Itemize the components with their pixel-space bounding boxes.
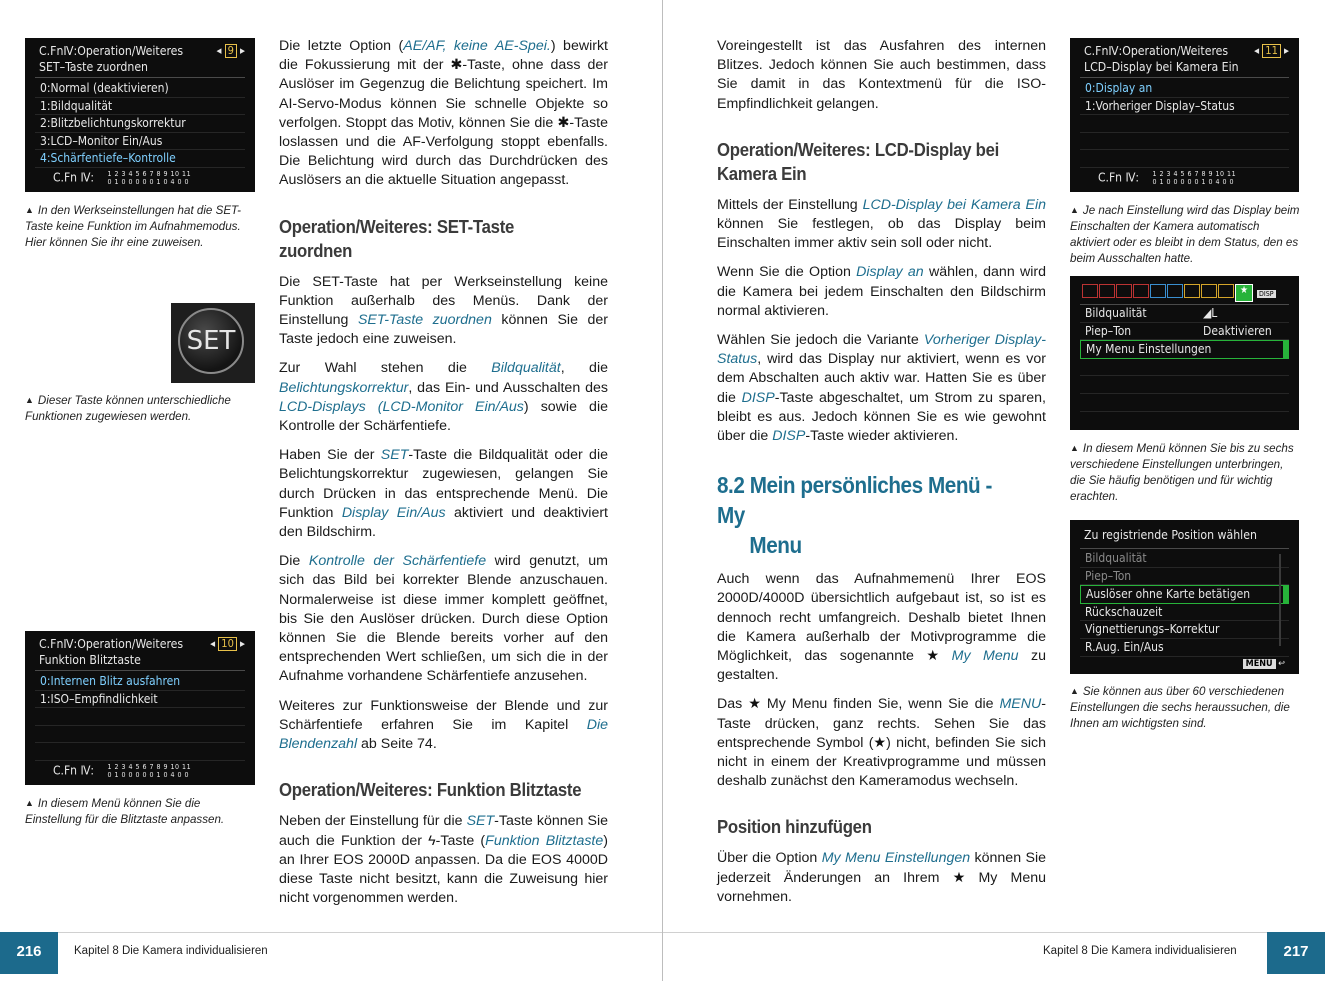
- star-icon: ★: [952, 869, 966, 886]
- asterisk-af-icon: ✱: [450, 57, 463, 74]
- cfn-screen-set-taste: [25, 38, 255, 192]
- divider: [35, 77, 245, 78]
- menu-row: [1080, 359, 1289, 377]
- chapter-footer: Kapitel 8 Die Kamera individualisieren: [74, 945, 268, 957]
- list-item: 2:Blitzbelichtungskorrektur: [35, 115, 245, 133]
- option-list: [1080, 80, 1289, 168]
- paragraph: Das ★ My Menu finden Sie, wenn Sie die MENU-Taste drücken, ganz rechts. Sehen Sie das entsprechende Symbol (★) nicht, befinden Sie sich nicht in einem der Kreativprogramme und müssen deshalb zunächst den Kameramodus wechseln.: [717, 696, 1046, 790]
- flash-icon: ϟ: [428, 832, 436, 849]
- list-item: [1080, 133, 1289, 151]
- left-body-column: [279, 37, 608, 918]
- list-item: R.Aug. Ein/Aus: [1080, 639, 1289, 657]
- list-item: Bildqualität: [1080, 550, 1289, 568]
- option-list: [35, 80, 245, 168]
- list-item: [1080, 115, 1289, 133]
- right-page: [663, 0, 1325, 981]
- cfn-footer: C.Fn Ⅳ: 1 2 3 4 5 6 7 8 9 10 11 0 1 0 0 0 0 0 1 0 4 0 0: [53, 170, 192, 186]
- screen-title: C.FnⅣ:Operation/Weiteres: [1084, 44, 1229, 58]
- set-button-photo: [171, 303, 255, 383]
- caption-lcd-screen: ▲ Je nach Einstellung wird das Display beim Einschalten der Kamera automatisch aktiviert oder es bleibt in dem Status, den es beim Ausschalten hatte.: [1070, 204, 1300, 265]
- heading-blitztaste: Operation/Weiteres: Funktion Blitztaste: [279, 780, 582, 801]
- setup-tab-icon: [1218, 284, 1234, 298]
- list-item: [1080, 150, 1289, 168]
- list-item: Piep–Ton: [1080, 568, 1289, 586]
- shooting-tab-icon: [1099, 284, 1115, 298]
- menu-row: Piep–Ton Deaktivieren: [1080, 323, 1289, 341]
- cfn-screen-blitztaste: [25, 631, 255, 785]
- setup-tab-icon: [1201, 284, 1217, 298]
- playback-tab-icon: [1150, 284, 1166, 298]
- menu-row-selected: My Menu Einstellungen: [1080, 340, 1289, 359]
- list-item: [35, 743, 245, 761]
- paragraph: Neben der Einstellung für die SET-Taste können Sie auch die Funktion der ϟ-Taste (Funktion Blitztaste) an Ihrer EOS 2000D anpassen. Da die EOS 4000D diese Taste nicht besitzt, kann die Zuweisung hier nicht vorgenommen werden.: [279, 813, 608, 907]
- page-indicator: ◂ 9 ▸: [216, 44, 245, 57]
- menu-row: Bildqualität ◢L: [1080, 305, 1289, 323]
- screen-title: Zu registriende Position wählen: [1084, 528, 1257, 542]
- page-indicator: ◂ 10 ▸: [210, 637, 245, 650]
- option-list: [35, 673, 245, 761]
- screen-subtitle: Funktion Blitztaste: [39, 653, 141, 667]
- paragraph: Mittels der Einstellung LCD-Display bei Kamera Ein können Sie festlegen, ob das Display beim Einschalten immer aktiv sein soll oder nicht.: [717, 196, 1046, 252]
- caption-blitz-screen: ▲ In diesem Menü können Sie die Einstellung für die Blitztaste anpassen.: [25, 797, 225, 826]
- menu-row: [1080, 394, 1289, 412]
- list-item: Rückschauzeit: [1080, 604, 1289, 622]
- divider: [35, 670, 245, 671]
- chapter-footer: Kapitel 8 Die Kamera individualisieren: [1043, 945, 1237, 957]
- screen-title: C.FnⅣ:Operation/Weiteres: [39, 44, 184, 58]
- shooting-tab-icon: [1116, 284, 1132, 298]
- return-arrow-icon: ↩: [1278, 659, 1285, 669]
- paragraph: Die SET-Taste hat per Werkseinstellung keine Funktion außerhalb des Menüs. Dank der Einstellung SET-Taste zuordnen können Sie der Taste jedoch eine zuweisen.: [279, 273, 608, 348]
- list-item: 1:Vorheriger Display–Status: [1080, 98, 1289, 116]
- list-item-selected: 4:Schärfentiefe–Kontrolle: [35, 150, 245, 168]
- list-item-selected: 0:Internen Blitz ausfahren: [35, 673, 245, 691]
- caption-set-button: ▲ Dieser Taste können unterschiedliche Funktionen zugewiesen werden.: [25, 394, 231, 423]
- screen-subtitle: SET–Taste zuordnen: [39, 60, 149, 74]
- triangle-icon: ▲: [1070, 205, 1079, 215]
- position-list: [1080, 550, 1289, 657]
- screen-title: C.FnⅣ:Operation/Weiteres: [39, 637, 184, 651]
- disp-badge: DISP: [1259, 290, 1274, 298]
- caption-set-screen: ▲ In den Werkseinstellungen hat die SET-Taste keine Funktion im Aufnahmemodus. Hier können Sie ihr eine zuweisen.: [25, 204, 241, 249]
- triangle-icon: ▲: [1070, 443, 1079, 453]
- page-number: 217: [1267, 932, 1325, 974]
- star-icon: ★: [873, 734, 887, 751]
- shooting-tab-icon: [1133, 284, 1149, 298]
- setup-tab-icon: [1184, 284, 1200, 298]
- triangle-icon: ▲: [25, 395, 34, 405]
- right-body-column: [717, 37, 1046, 917]
- paragraph: Zur Wahl stehen die Bildqualität, die Belichtungskorrektur, das Ein- und Ausschalten des LCD-Displays (LCD-Monitor Ein/Aus) sowie die Kontrolle der Schärfentiefe.: [279, 360, 608, 435]
- divider: [1080, 77, 1289, 78]
- paragraph: Die Kontrolle der Schärfentiefe wird genutzt, um sich das Bild bei korrekter Blende anzuschauen. Normalerweise ist diese immer komplett geöffnet, bis Sie den Auslöser drücken. Durch diese Option können Sie die Blende bereits vorher auf den entsprechenden Wert schließen, um sich die in der Aufnahme vorhandene Schärfentiefe anzusehen.: [279, 553, 608, 685]
- triangle-icon: ▲: [25, 798, 34, 808]
- heading-position: Position hinzufügen: [717, 817, 872, 838]
- shooting-tab-icon: [1082, 284, 1098, 298]
- list-item: [35, 726, 245, 744]
- cfn-screen-lcd-display: [1070, 38, 1299, 192]
- menu-back-button: MENU ↩: [1243, 659, 1285, 669]
- my-menu-screen: [1070, 276, 1299, 430]
- paragraph: Voreingestellt ist das Ausfahren des internen Blitzes. Jedoch können Sie auch bestimmen, dass Sie damit in das Kontextmenü für die ISO-Empfindlichkeit gelangen.: [717, 38, 1046, 112]
- register-position-screen: [1070, 520, 1299, 674]
- list-item: 0:Normal (deaktivieren): [35, 80, 245, 98]
- page-number: 216: [0, 932, 58, 974]
- section-heading-my-menu: 8.2 Mein persönliches Menü - My Menu: [717, 472, 992, 559]
- paragraph: Die letzte Option (AE/AF, keine AE-Spei.) bewirkt die Fokussierung mit der ✱-Taste, ohne dass der Auslöser im Gegenzug die Belichtung speichert. Im AI-Servo-Modus können Sie schnelle Objekte so verfolgen. Stoppt das Motiv, können Sie die ✱-Taste loslassen und die AF-Verfolgung stoppt ebenfalls. Die Belichtung wird durch das Durchdrücken des Auslösers an die aktuelle Situation angepasst.: [279, 38, 608, 189]
- cfn-footer: C.Fn Ⅳ: 1 2 3 4 5 6 7 8 9 10 11 0 1 0 0 0 0 0 1 0 4 0 0: [1098, 170, 1237, 186]
- paragraph: Auch wenn das Aufnahmemenü Ihrer EOS 2000D/4000D übersichtlich aufgebaut ist, so ist es dennoch recht umfangreich. Deshalb bietet Ihnen die Kamera außerhalb der Motivprogramme die Möglichkeit, das sogenannte ★ My Menu zu gestalten.: [717, 571, 1047, 684]
- heading-set-taste: Operation/Weiteres: SET-Taste zuordnen: [279, 216, 515, 261]
- triangle-icon: ▲: [25, 205, 34, 215]
- page-indicator: ◂ 11 ▸: [1254, 44, 1289, 57]
- caption-register: ▲ Sie können aus über 60 verschiedenen Einstellungen die sechs heraussuchen, die Ihnen am wichtigsten sind.: [1070, 685, 1290, 730]
- list-item-selected: 0:Display an: [1080, 80, 1289, 98]
- playback-tab-icon: [1167, 284, 1183, 298]
- screen-subtitle: LCD–Display bei Kamera Ein: [1084, 60, 1239, 74]
- menu-row: [1080, 376, 1289, 394]
- triangle-icon: ▲: [1070, 686, 1079, 696]
- star-icon: ★: [748, 696, 761, 713]
- scrollbar: [1279, 554, 1281, 646]
- paragraph: Wählen Sie jedoch die Variante Vorheriger Display-Status, wird das Display nur aktiviert, wenn es vor dem Abschalten auch aktiv war. Hatten Sie es über die DISP-Taste abgeschaltet, um Strom zu sparen, bleibt es aus. Jedoch können Sie es wie gewohnt über die DISP-Taste wieder aktivieren.: [717, 332, 1046, 445]
- divider: [1080, 548, 1289, 549]
- caption-my-menu: ▲ In diesem Menü können Sie bis zu sechs verschiedene Einstellungen unterbringen, die Sie häufig benötigen und für wichtig erachten.: [1070, 442, 1294, 503]
- star-icon: ★: [926, 648, 940, 665]
- list-item: 1:Bildqualität: [35, 98, 245, 116]
- cfn-footer: C.Fn Ⅳ: 1 2 3 4 5 6 7 8 9 10 11 0 1 0 0 0 0 0 1 0 4 0 0: [53, 763, 192, 779]
- paragraph: Haben Sie der SET-Taste die Bildqualität oder die Belichtungskorrektur zugewiesen, gelangen Sie durch Drücken in das entsprechende Menü. Die Funktion Display Ein/Aus aktiviert und deaktiviert den Bildschirm.: [279, 447, 609, 541]
- paragraph: Weiteres zur Funktionsweise der Blende und zur Schärfentiefe erfahren Sie im Kapitel Die Blendenzahl ab Seite 74.: [279, 697, 608, 753]
- list-item: 3:LCD–Monitor Ein/Aus: [35, 133, 245, 151]
- paragraph: Wenn Sie die Option Display an wählen, dann wird die Kamera bei jedem Einschalten den Bildschirm normal aktivieren.: [717, 264, 1046, 319]
- asterisk-af-icon: ✱: [557, 114, 570, 131]
- list-item-selected: Auslöser ohne Karte betätigen: [1080, 585, 1289, 604]
- list-item: Vignettierungs–Korrektur: [1080, 621, 1289, 639]
- list-item: [35, 708, 245, 726]
- heading-lcd-display: Operation/Weiteres: LCD-Display bei Kamera Ein: [717, 139, 1000, 184]
- paragraph: Über die Option My Menu Einstellungen können Sie jederzeit Änderungen an Ihrem ★ My Menu vornehmen.: [717, 850, 1046, 905]
- menu-list: [1080, 305, 1289, 412]
- my-menu-star-icon: ★: [1235, 284, 1253, 302]
- set-button: SET: [178, 308, 244, 374]
- menu-tabs: [1082, 284, 1291, 302]
- list-item: 1:ISO–Empfindlichkeit: [35, 691, 245, 709]
